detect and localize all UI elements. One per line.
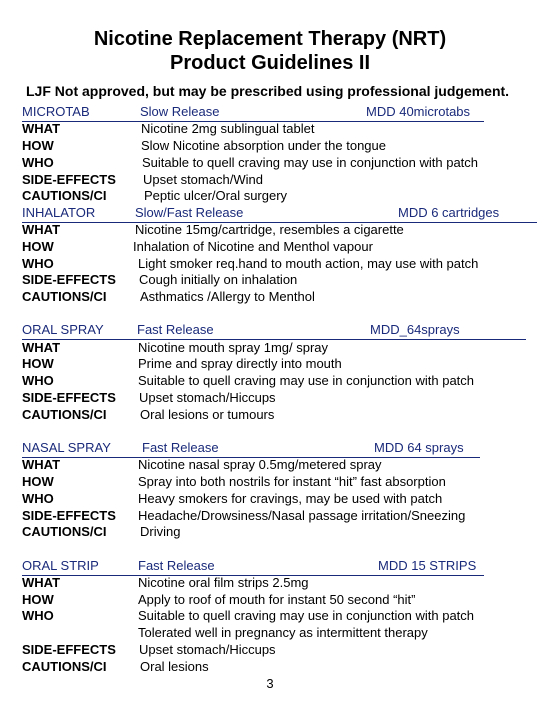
oral-spray-how: Prime and spray directly into mouth: [138, 356, 342, 371]
label-who: WHO: [22, 373, 54, 388]
microtab-what: Nicotine 2mg sublingual tablet: [141, 121, 315, 136]
section-header-oral-strip: [22, 558, 484, 576]
max-daily-dose: MDD 15 STRIPS: [378, 558, 477, 573]
label-how: HOW: [22, 356, 54, 371]
oral-spray-who: Suitable to quell craving may use in conjunction with patch: [138, 373, 475, 388]
nasal-spray-how: Spray into both nostrils for instant “hit” fast absorption: [138, 474, 446, 489]
label-side-effects: SIDE-EFFECTS: [22, 508, 116, 523]
microtab-who: Suitable to quell craving may use in conjunction with patch: [142, 155, 479, 170]
label-side-effects: SIDE-EFFECTS: [22, 272, 116, 287]
oral-strip-who: Suitable to quell craving may use in conjunction with patch: [138, 608, 475, 623]
section-header-nasal-spray: [22, 440, 480, 458]
release-type: Fast Release: [138, 558, 215, 573]
label-cautions: CAUTIONS/CI: [22, 188, 107, 203]
page-title-line-1: Nicotine Replacement Therapy (NRT): [93, 28, 447, 50]
product-name: ORAL SPRAY: [22, 322, 104, 337]
release-type: Slow/Fast Release: [135, 205, 244, 220]
inhalator-who: Light smoker req.hand to mouth action, may use with patch: [138, 256, 479, 271]
microtab-how: Slow Nicotine absorption under the tongue: [141, 138, 386, 153]
nasal-spray-who: Heavy smokers for cravings, may be used with patch: [138, 491, 443, 506]
inhalator-side-effects: Cough initially on inhalation: [139, 272, 298, 287]
max-daily-dose: MDD_64sprays: [370, 322, 460, 337]
oral-spray-side-effects: Upset stomach/Hiccups: [139, 390, 276, 405]
label-cautions: CAUTIONS/CI: [22, 407, 107, 422]
oral-strip-what: Nicotine oral film strips 2.5mg: [138, 575, 309, 590]
page-number: 3: [266, 676, 274, 691]
section-header-microtab: [22, 104, 484, 122]
inhalator-how: Inhalation of Nicotine and Menthol vapour: [133, 239, 373, 254]
release-type: Fast Release: [137, 322, 214, 337]
oral-strip-who-extra: Tolerated well in pregnancy as intermittent therapy: [138, 625, 428, 640]
label-how: HOW: [22, 138, 54, 153]
label-who: WHO: [22, 256, 54, 271]
product-name: MICROTAB: [22, 104, 90, 119]
label-side-effects: SIDE-EFFECTS: [22, 172, 116, 187]
label-who: WHO: [22, 155, 54, 170]
max-daily-dose: MDD 6 cartridges: [398, 205, 500, 220]
microtab-side-effects: Upset stomach/Wind: [143, 172, 263, 187]
oral-strip-cautions: Oral lesions: [140, 659, 209, 674]
label-who: WHO: [22, 491, 54, 506]
label-who: WHO: [22, 608, 54, 623]
oral-spray-what: Nicotine mouth spray 1mg/ spray: [138, 340, 329, 355]
label-how: HOW: [22, 592, 54, 607]
approval-note: LJF Not approved, but may be prescribed using professional judgement.: [26, 83, 510, 99]
oral-strip-how: Apply to roof of mouth for instant 50 second “hit”: [138, 592, 416, 607]
product-name: INHALATOR: [22, 205, 96, 220]
oral-spray-cautions: Oral lesions or tumours: [140, 407, 275, 422]
label-how: HOW: [22, 474, 54, 489]
inhalator-cautions: Asthmatics /Allergy to Menthol: [140, 289, 315, 304]
release-type: Fast Release: [142, 440, 219, 455]
label-what: WHAT: [22, 457, 61, 472]
page-title-line-2: Product Guidelines II: [169, 52, 371, 74]
nasal-spray-cautions: Driving: [140, 524, 181, 539]
label-cautions: CAUTIONS/CI: [22, 289, 107, 304]
label-what: WHAT: [22, 340, 61, 355]
label-what: WHAT: [22, 222, 61, 237]
label-what: WHAT: [22, 121, 61, 136]
label-what: WHAT: [22, 575, 61, 590]
release-type: Slow Release: [140, 104, 220, 119]
max-daily-dose: MDD 40microtabs: [366, 104, 471, 119]
product-name: NASAL SPRAY: [22, 440, 111, 455]
label-how: HOW: [22, 239, 54, 254]
nasal-spray-what: Nicotine nasal spray 0.5mg/metered spray: [138, 457, 382, 472]
microtab-cautions: Peptic ulcer/Oral surgery: [144, 188, 288, 203]
max-daily-dose: MDD 64 sprays: [374, 440, 464, 455]
label-side-effects: SIDE-EFFECTS: [22, 642, 116, 657]
oral-strip-side-effects: Upset stomach/Hiccups: [139, 642, 276, 657]
label-cautions: CAUTIONS/CI: [22, 659, 107, 674]
nasal-spray-side-effects: Headache/Drowsiness/Nasal passage irritation/Sneezing: [138, 508, 466, 523]
section-header-oral-spray: [22, 322, 526, 340]
section-header-inhalator: [22, 205, 537, 223]
inhalator-what: Nicotine 15mg/cartridge, resembles a cigarette: [135, 222, 404, 237]
label-cautions: CAUTIONS/CI: [22, 524, 107, 539]
product-name: ORAL STRIP: [22, 558, 99, 573]
label-side-effects: SIDE-EFFECTS: [22, 390, 116, 405]
